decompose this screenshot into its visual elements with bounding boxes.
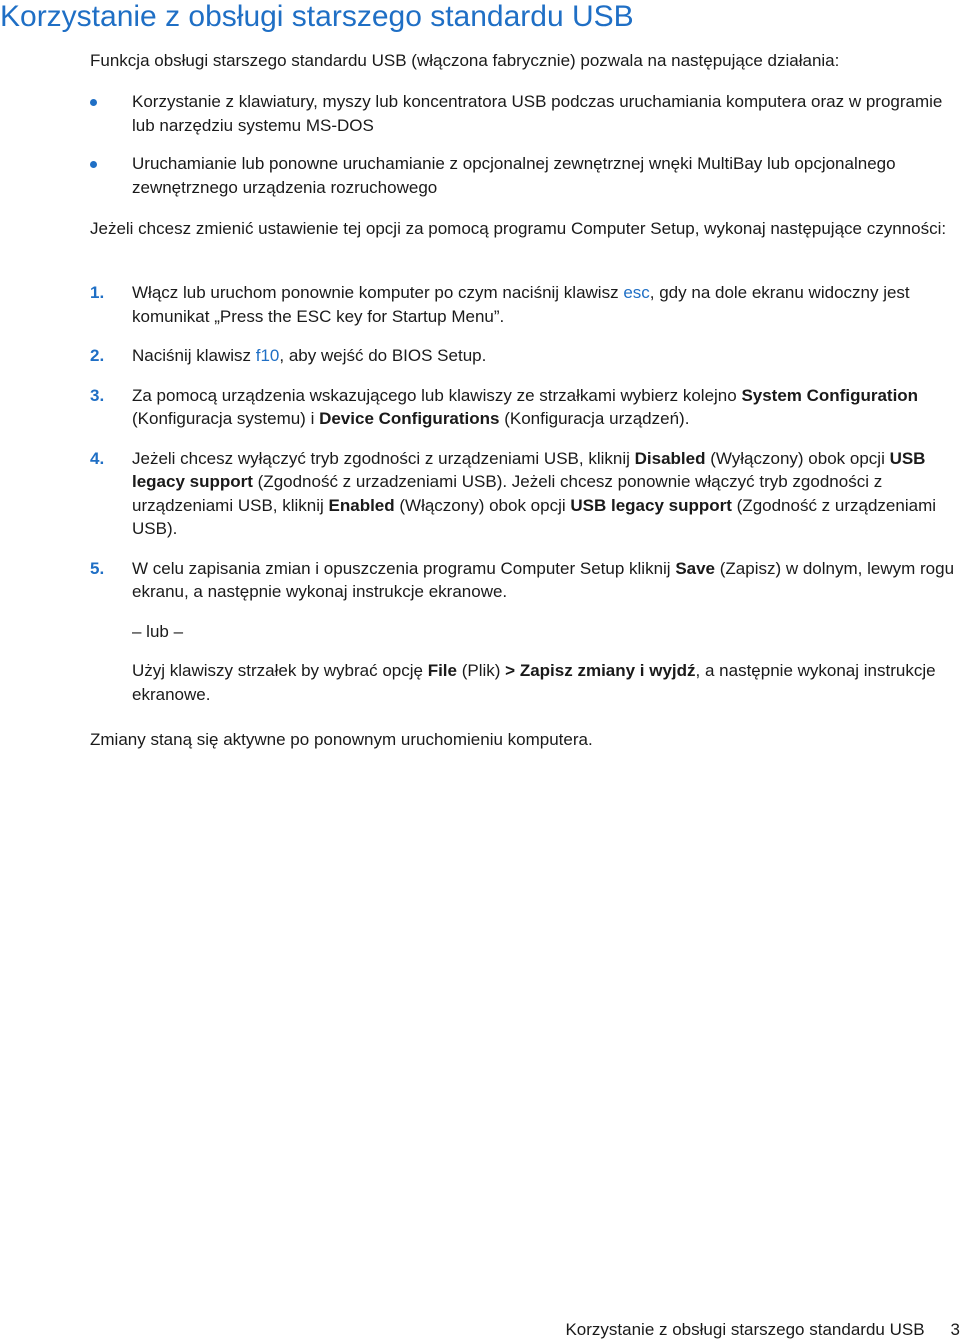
step-text: (Konfiguracja systemu) i (132, 409, 320, 428)
page-footer (565, 1319, 960, 1341)
step-text: (Zapisz) w dolnym, lewym rogu ekranu, a następnie wykonaj instrukcje ekranowe. (132, 558, 955, 601)
steps-list (90, 281, 960, 722)
step-text: (Zgodność z urzadzeniami USB). Jeżeli chcesz ponownie włączyć tryb zgodności z urządzeniami USB, kliknij (132, 472, 883, 515)
step-text: (Zgodność z urządzeniami USB). (132, 495, 937, 538)
step-number: 3. (90, 385, 105, 405)
step-2 (90, 344, 960, 368)
menu-term: USB legacy support (570, 495, 732, 515)
step-1 (90, 281, 960, 328)
key-esc: esc (623, 283, 650, 302)
or-separator: – lub – (132, 621, 184, 641)
step-3 (90, 384, 960, 431)
step-number: 4. (90, 448, 105, 468)
menu-term: Device Configurations (319, 409, 500, 428)
step-text: Jeżeli chcesz wyłączyć tryb zgodności z urządzeniami USB, kliknij (132, 448, 635, 468)
list-item (90, 152, 960, 200)
step-text: , aby wejść do BIOS Setup. (279, 346, 487, 365)
step-text: (Plik) (457, 661, 506, 680)
step-4 (90, 447, 960, 541)
step-text: Za pomocą urządzenia wskazującego lub klawiszy ze strzałkami wybierz kolejno (132, 385, 742, 405)
page-number: 3 (950, 1320, 960, 1339)
instructions-paragraph: Jeżeli chcesz zmienić ustawienie tej opcji za pomocą programu Computer Setup, wykonaj następujące czynności: (90, 219, 947, 238)
menu-term: File (427, 661, 457, 680)
step-number: 2. (90, 346, 105, 365)
list-item (90, 90, 960, 138)
step-text: (Wyłączony) obok opcji (705, 448, 890, 468)
page-title: Korzystanie z obsługi starszego standardu USB (0, 0, 634, 33)
step-text: (Konfiguracja urządzeń). (499, 409, 690, 428)
menu-term: USB legacy support (132, 448, 926, 491)
menu-term: System Configuration (741, 385, 919, 405)
menu-term: Enabled (328, 495, 395, 515)
menu-term: > Zapisz zmiany i wyjdź (505, 661, 696, 680)
alternative-instruction (132, 659, 960, 706)
bullet-list (90, 90, 960, 214)
menu-term: Save (675, 558, 716, 578)
step-text: , a następnie wykonaj instrukcje ekranowe. (132, 661, 936, 704)
bullet-icon (90, 99, 97, 106)
step-5 (90, 557, 960, 707)
menu-term: Disabled (634, 448, 706, 468)
step-text: (Włączony) obok opcji (394, 495, 571, 515)
bullet-icon (90, 161, 97, 168)
closing-paragraph: Zmiany staną się aktywne po ponownym uruchomieniu komputera. (90, 730, 593, 749)
step-text: Użyj klawiszy strzałek by wybrać opcję (132, 661, 428, 680)
step-text: W celu zapisania zmian i opuszczenia programu Computer Setup kliknij (132, 558, 676, 578)
key-f10: f10 (255, 346, 280, 365)
step-text: , gdy na dole ekranu widoczny jest komunikat „Press the ESC key for Startup Menu”. (132, 283, 910, 326)
step-number: 5. (90, 558, 105, 578)
step-text: Włącz lub uruchom ponownie komputer po czym naciśnij klawisz (132, 283, 624, 302)
intro-paragraph: Funkcja obsługi starszego standardu USB (włączona fabrycznie) pozwala na następujące działania: (90, 51, 840, 70)
footer-section-title: Korzystanie z obsługi starszego standardu USB (565, 1320, 925, 1339)
step-number: 1. (90, 283, 105, 302)
bullet-text: Korzystanie z klawiatury, myszy lub koncentratora USB podczas uruchamiania komputera oraz w programie lub narzędziu systemu MS-DOS (132, 92, 943, 135)
bullet-text: Uruchamianie lub ponowne uruchamianie z opcjonalnej zewnętrznej wnęki MultiBay lub opcjonalnego zewnętrznego urządzenia rozruchowego (132, 154, 896, 197)
step-text: Naciśnij klawisz (132, 346, 256, 365)
